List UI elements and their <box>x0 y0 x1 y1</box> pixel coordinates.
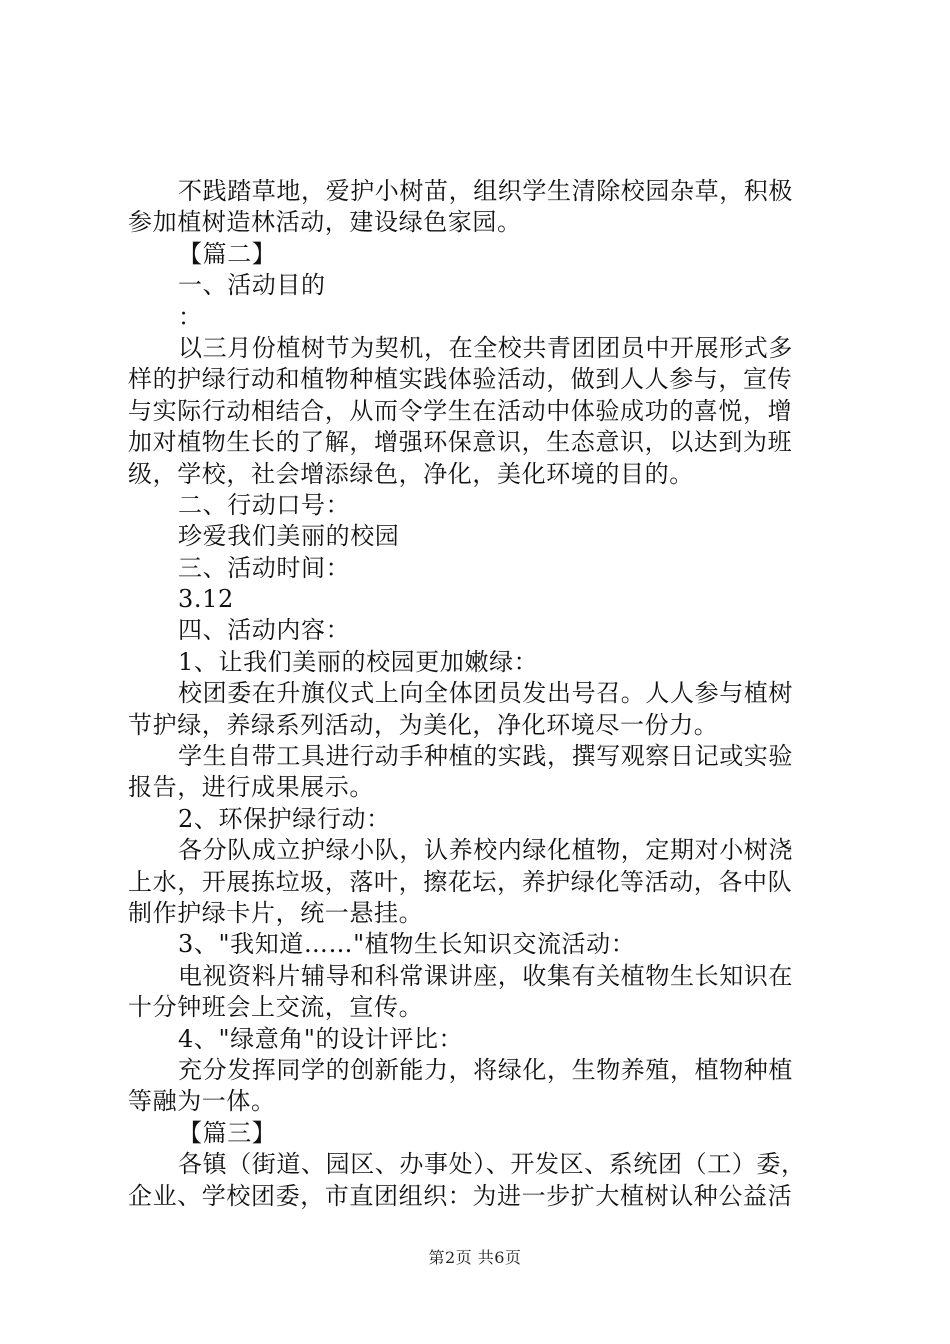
text-line: 等融为一体。 <box>128 1087 276 1116</box>
text-line: 【篇二】 <box>178 239 277 268</box>
text-line: 加对植物生长的了解，增强环保意识，生态意识，以达到为班 <box>128 428 793 457</box>
text-line: 四、活动内容： <box>178 616 351 645</box>
text-line: 3.12 <box>178 585 234 614</box>
text-line: 级，学校，社会增添绿色，净化，美化环境的目的。 <box>128 459 694 488</box>
text-line: 不践踏草地，爱护小树苗，组织学生清除校园杂草，积极 <box>178 177 793 205</box>
text-line: 十分钟班会上交流，宣传。 <box>128 993 424 1022</box>
text-line: 3、"我知道……"植物生长知识交流活动： <box>178 930 636 959</box>
page-footer: 第2页 共6页 <box>428 1248 522 1267</box>
text-line: 参加植树造林活动，建设绿色家园。 <box>128 208 522 237</box>
text-line: 节护绿，养绿系列活动，为美化，净化环境尽一份力。 <box>128 710 719 739</box>
text-line: 二、行动口号： <box>178 490 351 519</box>
text-line: 各镇（街道、园区、办事处）、开发区、系统团（工）委， <box>178 1150 806 1179</box>
text-line: 企业、学校团委，市直团组织：为进一步扩大植树认种公益活 <box>128 1181 793 1210</box>
text-line: 校团委在升旗仪式上向全体团员发出号召。人人参与植树 <box>178 679 793 708</box>
text-line: 4、"绿意角"的设计评比： <box>178 1024 464 1053</box>
text-line: 一、活动目的 <box>178 271 326 300</box>
text-line: 制作护绿卡片，统一悬挂。 <box>128 898 424 927</box>
text-line: 报告，进行成果展示。 <box>128 773 374 802</box>
text-line: 充分发挥同学的创新能力，将绿化，生物养殖，植物种植 <box>178 1055 793 1084</box>
text-line: 2、环保护绿行动： <box>178 804 391 833</box>
text-line: ： <box>178 302 203 331</box>
text-line: 各分队成立护绿小队，认养校内绿化植物，定期对小树浇 <box>178 836 793 865</box>
text-line: 三、活动时间： <box>178 553 351 582</box>
text-line: 1、让我们美丽的校园更加嫩绿： <box>178 647 539 676</box>
text-line: 学生自带工具进行动手种植的实践，撰写观察日记或实验 <box>178 742 793 771</box>
text-line: 样的护绿行动和植物种植实践体验活动，做到人人参与，宣传 <box>128 365 793 394</box>
text-line: 与实际行动相结合，从而令学生在活动中体验成功的喜悦，增 <box>128 396 793 425</box>
document-body <box>128 176 834 1212</box>
text-line: 【篇三】 <box>178 1118 277 1147</box>
text-line: 以三月份植树节为契机，在全校共青团团员中开展形式多 <box>178 333 793 362</box>
text-line: 电视资料片辅导和科常课讲座，收集有关植物生长知识在 <box>178 961 793 990</box>
text-line: 珍爱我们美丽的校园 <box>178 522 400 551</box>
text-line: 上水，开展拣垃圾，落叶，擦花坛，养护绿化等活动，各中队 <box>128 867 793 896</box>
